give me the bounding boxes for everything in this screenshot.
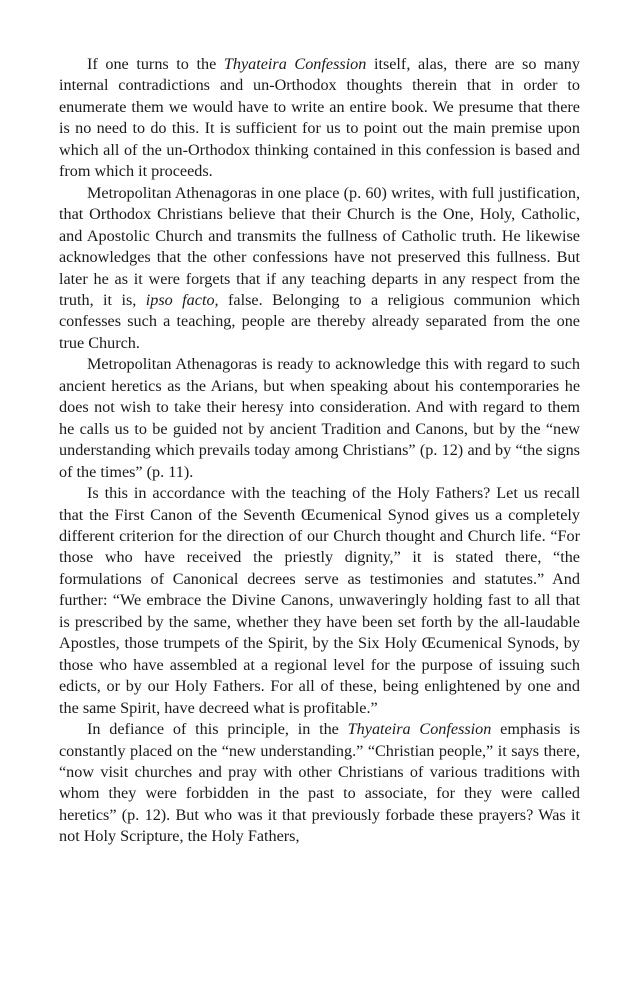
book-title: Thyateira Confession — [223, 55, 367, 73]
paragraph-1 — [59, 54, 580, 183]
page-body — [59, 54, 580, 848]
paragraph-5-text-cont: emphasis is constantly placed on the “new understanding.” “Christian people,” it says there, “now visit churches and pray with other Christians of various traditions with whom they were forbidden in the past to associate, for they were called heretics” (p. 12). But who was it that previously forbade these prayers? Was it not Holy Scripture, the Holy Fathers, — [59, 720, 581, 846]
paragraph-5 — [59, 719, 580, 848]
book-title: Thyateira Confession — [347, 720, 492, 739]
latin-phrase: ipso facto, — [145, 290, 219, 309]
paragraph-2 — [59, 183, 580, 355]
paragraph-1-text: If one turns to the — [87, 55, 224, 73]
paragraph-3 — [59, 354, 580, 483]
paragraph-5-text: In defiance of this principle, in the — [87, 720, 348, 739]
paragraph-2-text-cont: false. Belonging to a religious communion which confesses such a teaching, people are thereby already separated from the one true Church. — [59, 290, 580, 352]
paragraph-1-text-cont: itself, alas, there are so many internal contradictions and un-Orthodox thoughts therein that in order to enumerate them we would have to write an entire book. We presume that there is no need to do this. It is sufficient for us to point out the main premise upon which all of the un-Orthodox thinking contained in this confession is based and from which it proceeds. — [59, 55, 580, 181]
paragraph-2-text: Metropolitan Athenagoras in one place (p. 60) writes, with full justification, that Orthodox Christians believe that their Church is the One, Holy, Catholic, and Apostolic Church and transmits the fullness of Catholic truth. He likewise acknowledges that the other confessions have not preserved this fullness. But later he as it were forgets that if any teaching departs in any respect from the truth, it is, — [59, 183, 580, 309]
paragraph-4 — [59, 483, 580, 719]
paragraph-3-text: Metropolitan Athenagoras is ready to acknowledge this with regard to such ancient heretics as the Arians, but when speaking about his contemporaries he does not wish to take their heresy into consideration. And with regard to them he calls us to be guided not by ancient Tradition and Canons, but by the “new understanding which prevails today among Christians” (p. 12) and by “the signs of the times” (p. 11). — [59, 355, 580, 481]
paragraph-4-text: Is this in accordance with the teaching of the Holy Fathers? Let us recall that the First Canon of the Seventh Œcumenical Synod gives us a completely different criterion for the direction of our Church thought and Church life. “For those who have received the priestly dignity,” it is stated there, “the formulations of Canonical decrees serve as testimonies and statutes.” And further: “We embrace the Divine Canons, unwaveringly holding fast to all that is prescribed by the same, whether they have been set forth by the all-laudable Apostles, those trumpets of the Spirit, by the Six Holy Œcumenical Synods, by those who have assembled at a regional level for the purpose of issuing such edicts, or by our Holy Fathers. For all of these, being enlightened by one and the same Spirit, have decreed what is profitable.” — [59, 484, 580, 717]
